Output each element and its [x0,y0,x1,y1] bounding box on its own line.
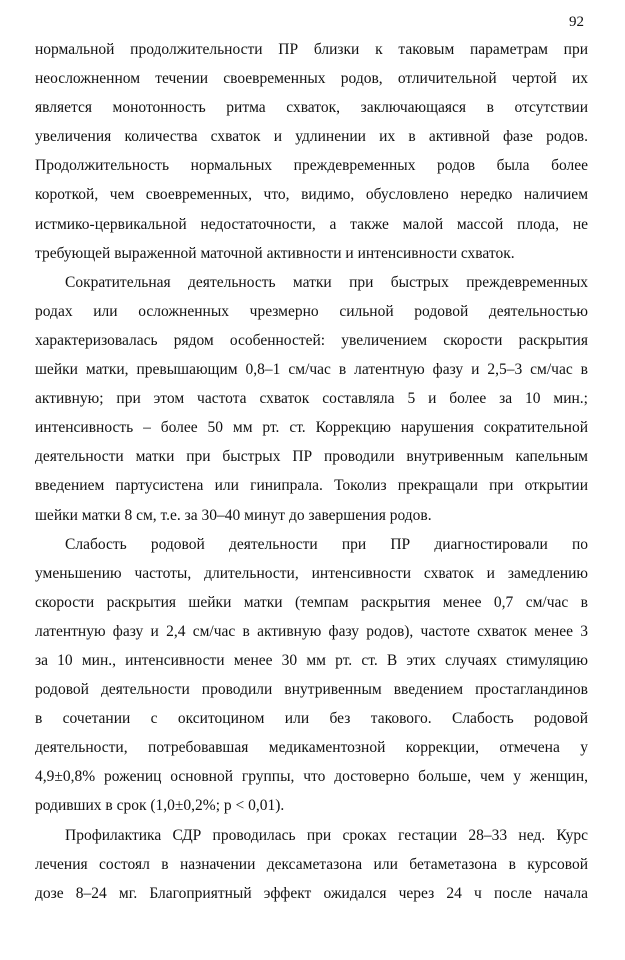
text-line: требующей выраженной маточной активности и интенсивности схваток. [35,244,515,262]
text-line: Слабость родовой деятельности при ПР диагностировали по [65,535,588,553]
document-body [35,35,588,908]
text-line: деятельности, потребовавшая медикаментозной коррекции, отмечена у [35,739,588,757]
paragraph-4 [35,821,588,908]
text-line: за 10 мин., интенсивности менее 30 мм рт. ст. В этих случаях стимуляцию [35,651,588,669]
page-number: 92 [569,14,584,30]
text-line: интенсивность – более 50 мм рт. ст. Коррекцию нарушения сократительной [35,419,588,437]
text-line: родовой деятельности проводили внутривенным введением простагландинов [35,681,588,699]
text-line: шейки матки 8 см, т.е. за 30–40 минут до завершения родов. [35,506,432,524]
text-line: неосложненном течении своевременных родов, отличительной чертой их [35,70,588,88]
text-line: характеризовалась рядом особенностей: увеличением скорости раскрытия [35,331,588,349]
text-line: в сочетании с окситоцином или без такового. Слабость родовой [35,710,588,728]
paragraph-3 [35,530,588,821]
text-line: истмико-цервикальной недостаточности, а также малой массой плода, не [35,215,588,233]
text-line: родах или осложненных чрезмерно сильной родовой деятельностью [35,302,588,320]
text-line: лечения состоял в назначении дексаметазона или бетаметазона в курсовой [35,855,588,873]
text-line: является монотонность ритма схваток, заключающаяся в отсутствии [35,99,588,117]
paragraph-1 [35,35,588,268]
text-line: 4,9±0,8% рожениц основной группы, что достоверно больше, чем у женщин, [35,768,588,786]
text-line: Профилактика СДР проводилась при сроках гестации 28–33 нед. Курс [65,826,588,844]
text-line: уменьшению частоты, длительности, интенсивности схваток и замедлению [35,564,588,582]
text-line: шейки матки, превышающим 0,8–1 см/час в латентную фазу и 2,5–3 см/час в [35,361,588,379]
text-line: скорости раскрытия шейки матки (темпам раскрытия менее 0,7 см/час в [35,593,588,611]
paragraph-2 [35,268,588,530]
text-line: активную; при этом частота схваток составляла 5 и более за 10 мин.; [35,390,588,408]
text-line: Сократительная деятельность матки при быстрых преждевременных [65,273,588,291]
text-line: латентную фазу и 2,4 см/час в активную фазу родов), частоте схваток менее 3 [35,622,588,640]
text-line: родивших в срок (1,0±0,2%; p < 0,01). [35,797,285,815]
text-line: дозе 8–24 мг. Благоприятный эффект ожидался через 24 ч после начала [35,884,588,902]
text-line: увеличения количества схваток и удлинении их в активной фазе родов. [35,128,588,146]
text-line: Продолжительность нормальных преждевременных родов была более [35,157,588,175]
text-line: деятельности матки при быстрых ПР проводили внутривенным капельным [35,448,588,466]
text-line: короткой, чем своевременных, что, видимо, обусловлено нередко наличием [35,186,588,204]
text-line: нормальной продолжительности ПР близки к таковым параметрам при [35,41,588,58]
text-line: введением партусистена или гинипрала. Токолиз прекращали при открытии [35,477,588,495]
